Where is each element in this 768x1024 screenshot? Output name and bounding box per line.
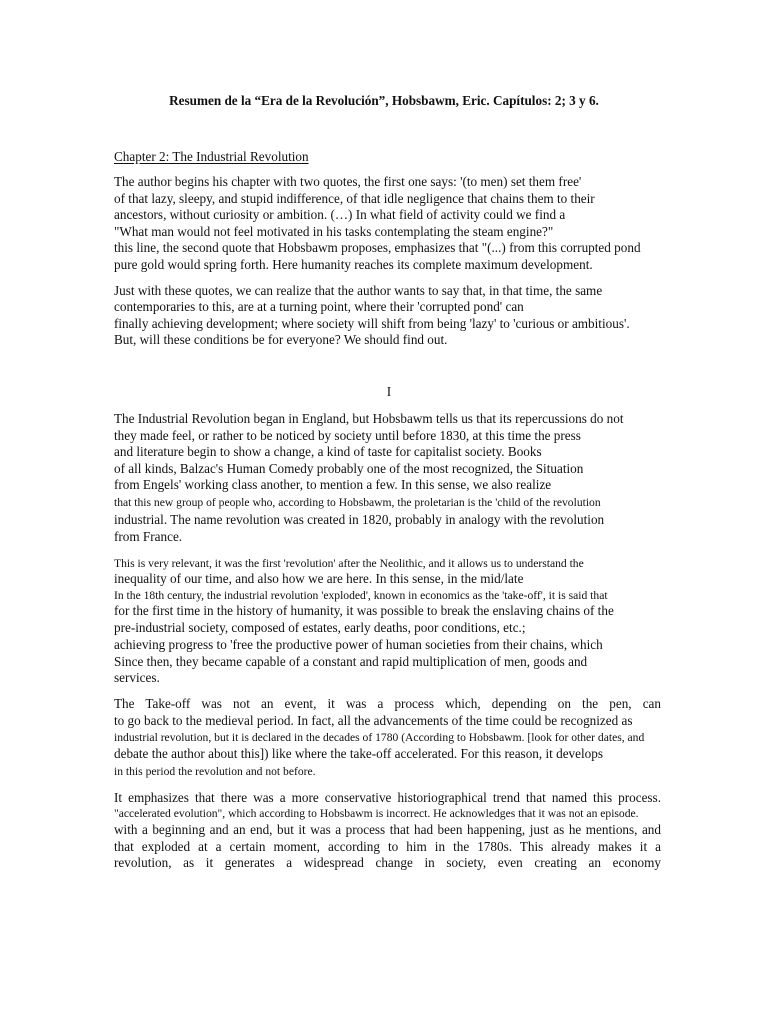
paragraph-line: in this period the revolution and not before. <box>114 765 316 778</box>
paragraph-line: finally achieving development; where society will shift from being 'lazy' to 'curious or ambitious'. <box>114 316 630 331</box>
paragraph-line: inequality of our time, and also how we are here. In this sense, in the mid/late <box>114 571 524 586</box>
document-title: Resumen de la “Era de la Revolución”, Hobsbawm, Eric. Capítulos: 2; 3 y 6. <box>169 93 599 108</box>
paragraph-line: to go back to the medieval period. In fact, all the advancements of the time could be recognized as <box>114 713 633 728</box>
paragraph-line: contemporaries to this, are at a turning point, where their 'corrupted pond' can <box>114 299 524 314</box>
paragraph-line: pure gold would spring forth. Here humanity reaches its complete maximum development. <box>114 257 593 272</box>
paragraph-line: debate the author about this]) like where the take-off accelerated. For this reason, it develops <box>114 746 603 761</box>
paragraph-line: industrial revolution, but it is declared in the decades of 1780 (According to Hobsbawm. [look for other dates, and <box>114 731 645 744</box>
paragraph-line: they made feel, or rather to be noticed by society until before 1830, at this time the press <box>114 428 581 443</box>
paragraph-line: that exploded at a certain moment, according to him in the 1780s. This already makes it a <box>114 839 661 854</box>
paragraph-line: and literature begin to show a change, a kind of taste for capitalist society. Books <box>114 444 542 459</box>
paragraph-line: of all kinds, Balzac's Human Comedy probably one of the most recognized, the Situation <box>114 461 584 476</box>
paragraph-line: "accelerated evolution", which according to Hobsbawm is incorrect. He acknowledges that it was not an episode. <box>114 807 639 820</box>
paragraph-line: The author begins his chapter with two quotes, the first one says: '(to men) set them free' <box>114 174 582 189</box>
paragraph-line: of that lazy, sleepy, and stupid indifference, of that idle negligence that chains them to their <box>114 191 595 206</box>
paragraph-line: pre-industrial society, composed of estates, early deaths, poor conditions, etc.; <box>114 620 526 635</box>
paragraph-line: industrial. The name revolution was created in 1820, probably in analogy with the revolution <box>114 512 605 527</box>
paragraph-line: "What man would not feel motivated in his tasks contemplating the steam engine?" <box>114 224 554 239</box>
paragraph-line: achieving progress to 'free the productive power of human societies from their chains, which <box>114 637 603 652</box>
section-marker: I <box>386 384 392 399</box>
paragraph-line: Since then, they became capable of a constant and rapid multiplication of men, goods and <box>114 654 588 669</box>
paragraph-line: services. <box>114 670 160 685</box>
paragraph-line: with a beginning and an end, but it was a process that had been happening, just as he mentions, and <box>114 822 661 837</box>
paragraph-line: this line, the second quote that Hobsbawm proposes, emphasizes that "(...) from this corrupted pond <box>114 240 641 255</box>
paragraph-line: for the first time in the history of humanity, it was possible to break the enslaving chains of the <box>114 603 614 618</box>
paragraph-line: The Industrial Revolution began in England, but Hobsbawm tells us that its repercussions do not <box>114 411 624 426</box>
paragraph-line: revolution, as it generates a widespread change in society, even creating an economy <box>114 855 661 870</box>
paragraph-line: But, will these conditions be for everyone? We should find out. <box>114 332 448 347</box>
paragraph-line: Just with these quotes, we can realize that the author wants to say that, in that time, the same <box>114 283 603 298</box>
chapter-heading: Chapter 2: The Industrial Revolution <box>114 149 309 164</box>
paragraph-line: ancestors, without curiosity or ambition. (…) In what field of activity could we find a <box>114 207 566 222</box>
paragraph-line: In the 18th century, the industrial revolution 'exploded', known in economics as the 'take-off', it is said that <box>114 589 608 602</box>
paragraph-line: It emphasizes that there was a more conservative historiographical trend that named this process. <box>114 790 661 805</box>
paragraph-line: from France. <box>114 529 183 544</box>
paragraph-line: from Engels' working class another, to mention a few. In this sense, we also realize <box>114 477 552 492</box>
paragraph-line: The Take-off was not an event, it was a process which, depending on the pen, can <box>114 696 661 711</box>
paragraph-line: This is very relevant, it was the first 'revolution' after the Neolithic, and it allows us to understand the <box>114 557 584 570</box>
paragraph-line: that this new group of people who, according to Hobsbawm, the proletarian is the 'child of the revolution <box>114 496 601 509</box>
